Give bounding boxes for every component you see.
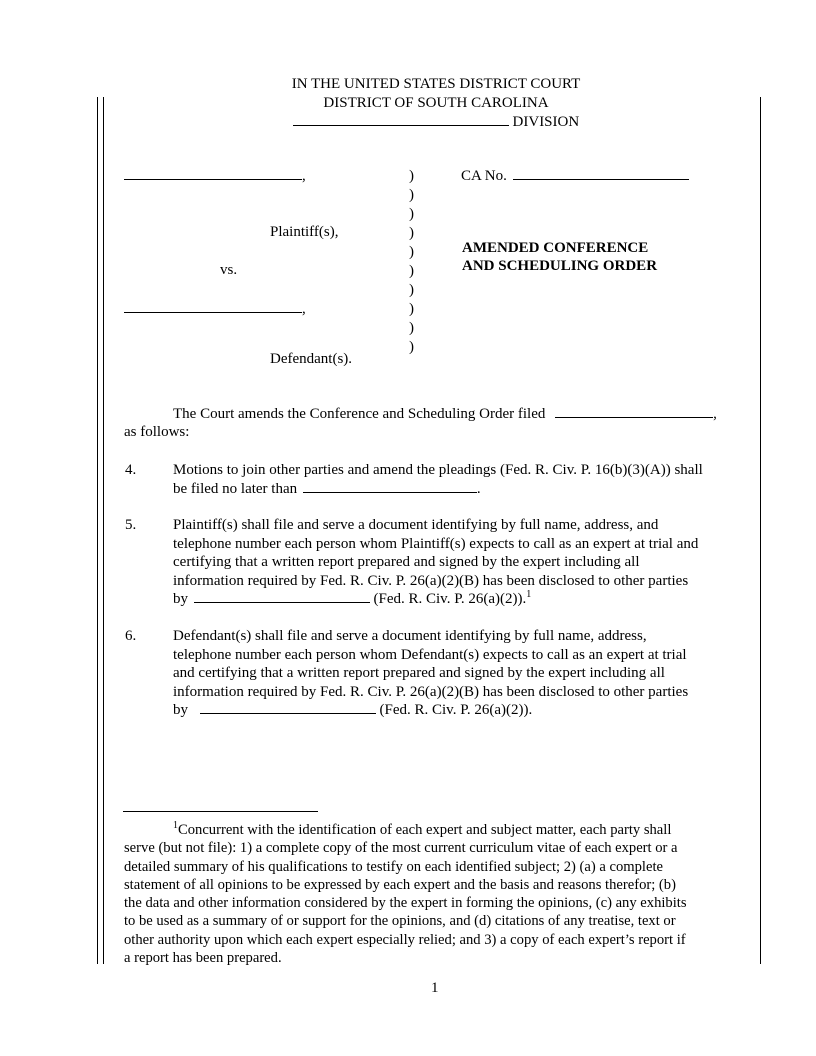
item-5-body xyxy=(173,516,753,609)
case-number-line xyxy=(461,167,689,185)
defendant-name-blank[interactable] xyxy=(124,300,302,313)
caption-paren-column xyxy=(409,167,421,357)
item-5-number: 5. xyxy=(125,517,137,533)
court-name: IN THE UNITED STATES DISTRICT COURT xyxy=(291,76,581,92)
defendant-line xyxy=(124,300,306,318)
left-margin-rule-outer xyxy=(97,97,98,964)
intro-line2: as follows: xyxy=(124,424,190,440)
footnote-line-text: Concurrent with the identification of each expert and subject matter, each party shall xyxy=(178,822,672,838)
item-4-line2-prefix: be filed no later than xyxy=(173,480,298,497)
footnote-line: a report has been prepared. xyxy=(124,950,282,967)
paren: ) xyxy=(409,168,414,184)
footnote-text xyxy=(124,821,754,967)
item-5-citation: (Fed. R. Civ. P. 26(a)(2)). xyxy=(373,591,527,607)
footnote-line: detailed summary of his qualifications to testify on each identified subject; 2) (a) a complete xyxy=(124,858,663,875)
paren: ) xyxy=(409,301,414,317)
item-6-line2: telephone number each person whom Defendant(s) expects to call as an expert at trial xyxy=(173,646,687,663)
item-4-line1: Motions to join other parties and amend the pleadings (Fed. R. Civ. P. 16(b)(3)(A)) shall xyxy=(173,462,703,478)
division-blank[interactable] xyxy=(293,113,509,126)
footnote-line: serve (but not file): 1) a complete copy of the most current curriculum vitae of each expert or a xyxy=(124,840,678,857)
case-number-blank[interactable] xyxy=(513,167,689,180)
paren: ) xyxy=(409,339,414,355)
plaintiff-label: Plaintiff(s), xyxy=(270,224,339,240)
paren: ) xyxy=(409,282,414,298)
item-4-period: . xyxy=(476,480,481,497)
item-6-number: 6. xyxy=(125,628,137,644)
order-title-line2: AND SCHEDULING ORDER xyxy=(462,258,658,274)
item-5-line1: Plaintiff(s) shall file and serve a document identifying by full name, address, and xyxy=(173,517,659,533)
intro-line1 xyxy=(173,405,717,423)
item-6-line4: information required by Fed. R. Civ. P. 26(a)(2)(B) has been disclosed to other parties xyxy=(173,683,689,700)
paren: ) xyxy=(409,263,414,279)
defendant-label: Defendant(s). xyxy=(270,351,353,367)
item-4-body xyxy=(173,461,753,498)
item-6-body xyxy=(173,627,753,720)
plaintiff-line xyxy=(124,167,306,185)
footnote-marker: 1 xyxy=(173,820,178,832)
item-5-line5 xyxy=(173,590,753,609)
plaintiff-expert-deadline-blank[interactable] xyxy=(194,590,370,603)
paren: ) xyxy=(409,320,414,336)
footnote-line xyxy=(124,821,754,839)
division-label: DIVISION xyxy=(512,114,580,130)
left-margin-rule-inner xyxy=(103,97,104,964)
footnote-separator xyxy=(123,811,318,812)
defendant-expert-deadline-blank[interactable] xyxy=(200,701,376,714)
page-number: 1 xyxy=(431,980,439,996)
item-5-line2: telephone number each person whom Plaintiff(s) expects to call as an expert at trial and xyxy=(173,535,699,552)
division-line xyxy=(0,113,816,132)
item-5-line4: information required by Fed. R. Civ. P. 26(a)(2)(B) has been disclosed to other parties xyxy=(173,572,689,589)
footnote-line: other authority upon which each expert especially relied; and 3) a copy of each expert’s report if xyxy=(124,931,686,948)
item-6-line3: and certifying that a written report prepared and signed by the expert including all xyxy=(173,665,665,681)
vs-label: vs. xyxy=(220,262,238,278)
case-number-label: CA No. xyxy=(461,168,507,184)
filed-date-blank[interactable] xyxy=(555,405,713,418)
plaintiff-name-blank[interactable] xyxy=(124,167,302,180)
footnote-ref[interactable]: 1 xyxy=(526,589,532,600)
item-6-line5 xyxy=(173,701,753,720)
item-6-line1: Defendant(s) shall file and serve a document identifying by full name, address, xyxy=(173,628,647,644)
intro-comma: , xyxy=(713,406,717,422)
item-6-by: by xyxy=(173,702,188,718)
order-title-line1: AMENDED CONFERENCE xyxy=(462,240,649,256)
item-6-citation: (Fed. R. Civ. P. 26(a)(2)). xyxy=(379,702,533,718)
item-4-number: 4. xyxy=(125,462,137,478)
join-parties-deadline-blank[interactable] xyxy=(303,480,477,493)
intro-text: The Court amends the Conference and Scheduling Order filed xyxy=(173,406,546,422)
footnote-line: statement of all opinions to be expressed by each expert and the basis and reasons therefor; (b) xyxy=(124,876,676,893)
item-4-line2 xyxy=(173,480,753,499)
paren: ) xyxy=(409,206,414,222)
footnote-line: to be used as a summary of or support for the opinions, and (d) citations of any treatise, text or xyxy=(124,913,676,930)
defendant-comma: , xyxy=(302,301,306,317)
plaintiff-comma: , xyxy=(302,168,306,184)
paren: ) xyxy=(409,187,414,203)
paren: ) xyxy=(409,244,414,260)
item-5-line3: certifying that a written report prepared and signed by the expert including all xyxy=(173,554,640,570)
paren: ) xyxy=(409,225,414,241)
right-margin-rule xyxy=(760,97,761,964)
footnote-line: the data and other information considered by the expert in forming the opinions, (c) any exhibits xyxy=(124,895,687,912)
district-name: DISTRICT OF SOUTH CAROLINA xyxy=(323,95,549,111)
item-5-by: by xyxy=(173,591,188,607)
